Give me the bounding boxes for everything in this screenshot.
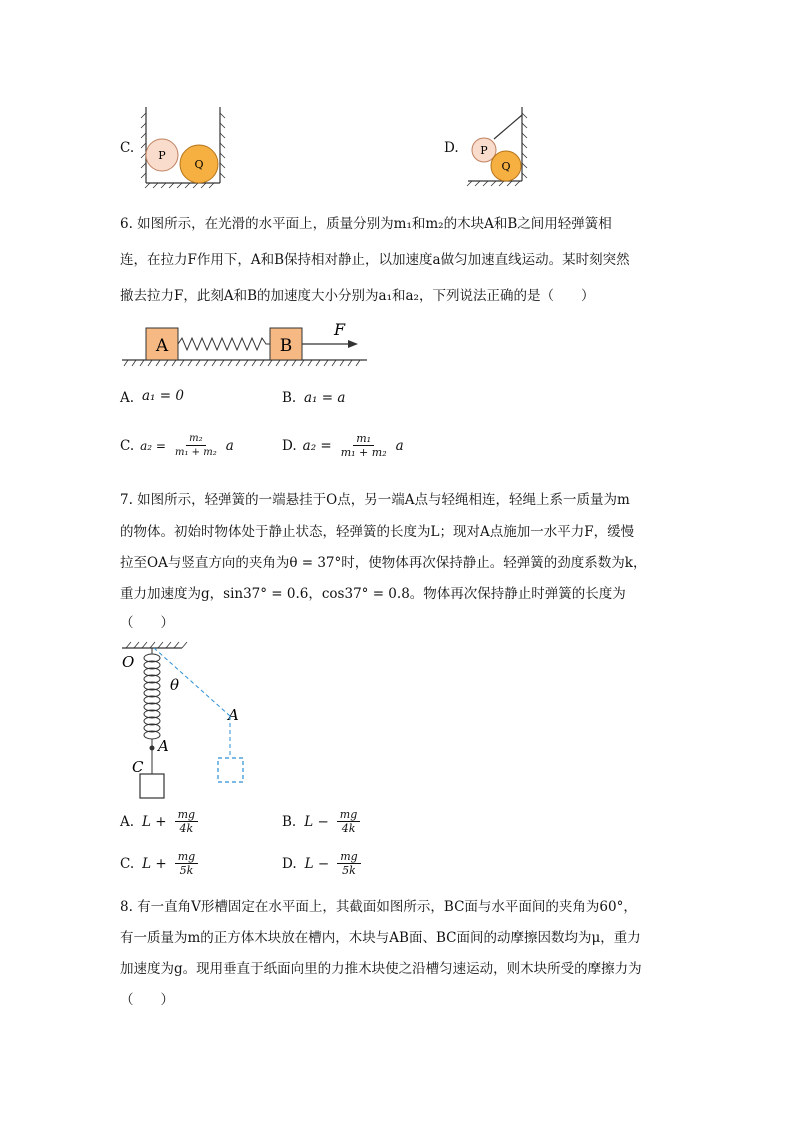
q7-line-3: 拉至OA与竖直方向的夹角为θ = 37°时，使物体再次保持静止。轻弹簧的劲度系数为k， (120, 555, 647, 571)
ball-q-label: Q (194, 158, 204, 171)
q7-opt-b-label: B. (282, 813, 297, 830)
q5-option-c-label: C. (120, 140, 135, 156)
q7-opt-c-den: 5k (179, 864, 194, 877)
q8-line-3: 加速度为g。现用垂直于纸面向里的力推木块使之沿槽匀速运动，则木块所受的摩擦力为 (120, 961, 642, 977)
q7-opt-b-pre: L − (304, 813, 329, 830)
q7-opt-a-den: 4k (179, 822, 194, 835)
q5-option-d-label: D. (444, 140, 459, 156)
q7-figure (118, 640, 258, 802)
q7-line-5: （ ） (120, 615, 174, 631)
q7-opt-c-label: C. (120, 855, 135, 872)
q7-opt-d-frac (337, 850, 360, 877)
q7-opt-b-frac (337, 808, 360, 835)
q6-opt-d-frac (338, 432, 390, 459)
q6-opt-a: a₁ = 0 (142, 388, 184, 404)
q8-line-1: 8. 有一直角V形槽固定在水平面上，其截面如图所示，BC面与水平面间的夹角为60°， (120, 899, 637, 915)
q6-opt-d-lhs: a₂ = (302, 437, 332, 454)
q7-opt-d-pre: L − (304, 855, 330, 872)
q8-line-2: 有一质量为m的正方体木块放在槽内，木块与AB面、BC面间的动摩擦因数均为μ，重力 (120, 930, 641, 946)
q5-option-d-figure (462, 105, 542, 190)
q6-opt-c-den: m₁ + m₂ (174, 447, 217, 458)
q6-opt-c-lhs: a₂ = (140, 438, 166, 453)
q7-opt-b-den: 4k (341, 822, 356, 835)
q5-option-c-figure (140, 105, 230, 190)
q7-line-2: 的物体。初始时物体处于静止状态，轻弹簧的长度为L；现对A点施加一水平力F，缓慢 (120, 524, 635, 540)
q7-opt-d-label: D. (282, 855, 297, 872)
q8-line-4: （ ） (120, 992, 174, 1008)
ball-p-label-d: P (480, 144, 488, 157)
q7-opt-a-label: A. (120, 813, 135, 830)
q7-opt-c (120, 850, 198, 877)
block-b-label: B (279, 336, 293, 356)
q6-opt-c-label: C. (120, 437, 135, 454)
label-o: O (122, 653, 135, 671)
force-label: F (334, 320, 346, 339)
hanging-spring (144, 654, 160, 739)
label-theta: θ (170, 676, 180, 694)
label-a: A (158, 737, 169, 755)
q6-line-2: 连，在拉力F作用下，A和B保持相对静止，以加速度a做匀加速直线运动。某时刻突然 (120, 252, 630, 268)
q6-opt-a-label: A. (120, 390, 135, 406)
q7-opt-b (282, 808, 360, 835)
ball-q-label-d: Q (501, 160, 511, 173)
mass-block-dashed (218, 758, 243, 782)
block-a-label: A (155, 336, 169, 356)
q6-line-3: 撤去拉力F，此刻A和B的加速度大小分别为a₁和a₂，下列说法正确的是（ ） (120, 288, 595, 304)
q7-opt-a-num: mg (175, 808, 198, 822)
q6-opt-c-num: m₂ (186, 432, 206, 446)
q6-opt-d-tail: a (395, 437, 404, 454)
q6-opt-b-label: B. (282, 390, 297, 406)
q7-line-1: 7. 如图所示，轻弹簧的一端悬挂于O点，另一端A点与轻绳相连，轻绳上系一质量为m (120, 492, 630, 508)
q7-opt-d-num: mg (337, 850, 360, 864)
q7-opt-b-num: mg (337, 808, 360, 822)
q6-opt-c-frac (172, 432, 220, 459)
q7-opt-a (120, 808, 198, 835)
q7-line-4: 重力加速度为g，sin37° = 0.6，cos37° = 0.8。物体再次保持静止时弹簧的长度为 (120, 586, 626, 602)
ball-p-label: P (158, 149, 166, 162)
q7-opt-d (282, 850, 361, 877)
q7-opt-c-num: mg (175, 850, 198, 864)
q6-figure (122, 320, 372, 372)
q6-opt-c (120, 432, 234, 459)
label-c: C (132, 758, 144, 776)
q6-opt-c-tail: a (225, 437, 234, 454)
q6-opt-d (282, 432, 404, 459)
mass-block (140, 774, 164, 798)
q7-opt-c-pre: L + (142, 855, 167, 872)
q6-line-1: 6. 如图所示，在光滑的水平面上，质量分别为m₁和m₂的木块A和B之间用轻弹簧相 (120, 216, 612, 232)
q7-opt-d-den: 5k (342, 864, 356, 877)
q7-opt-a-frac (175, 808, 198, 835)
spring (178, 338, 270, 350)
q6-opt-d-den: m₁ + m₂ (340, 446, 387, 459)
q6-opt-d-num: m₁ (353, 432, 374, 446)
q6-opt-b: a₁ = a (304, 390, 346, 406)
q6-opt-d-label: D. (282, 437, 297, 454)
q7-opt-a-pre: L + (142, 813, 167, 830)
q7-opt-c-frac (175, 850, 198, 877)
label-a-dashed: A (228, 706, 239, 724)
